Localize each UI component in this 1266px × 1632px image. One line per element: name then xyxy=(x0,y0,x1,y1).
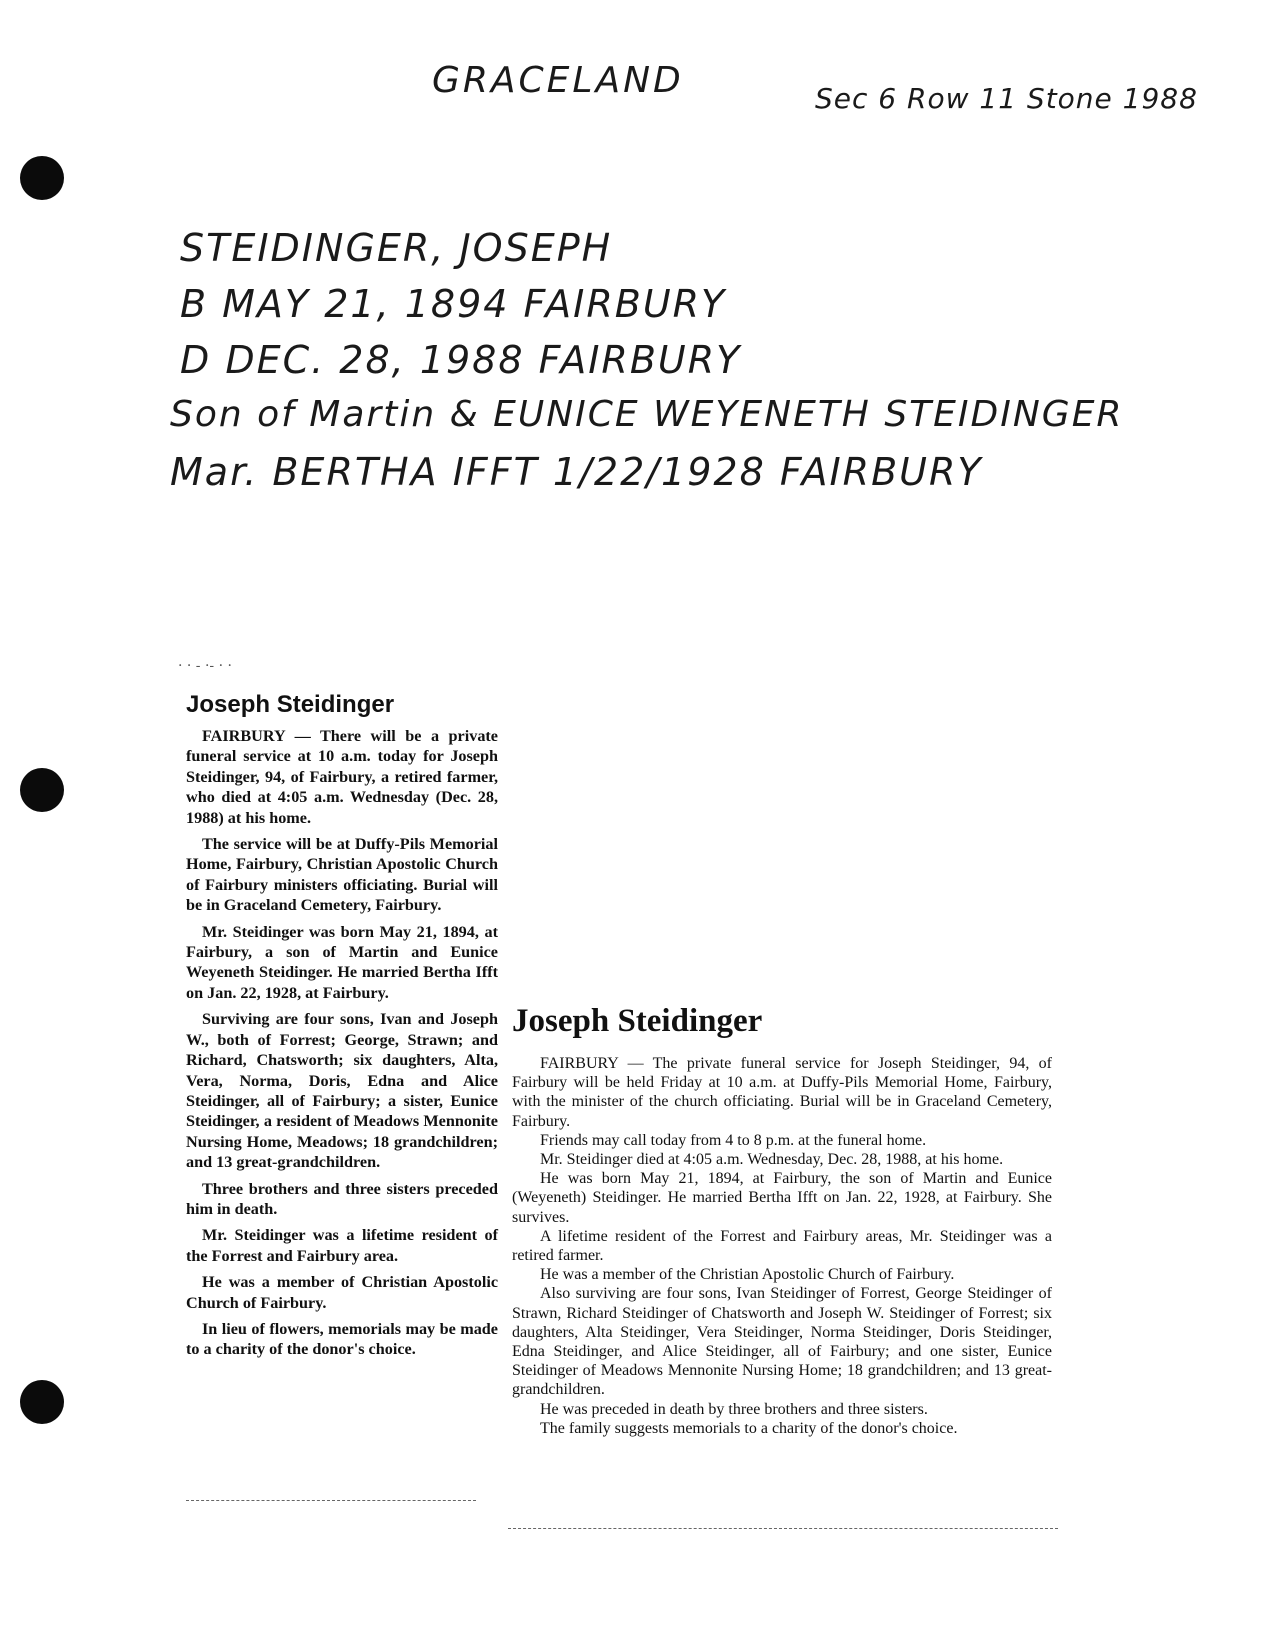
clipping-2-paragraph: He was a member of the Christian Apostolic Church of Fairbury. xyxy=(540,1266,955,1284)
clipping-2-paragraph: Mr. Steidinger died at 4:05 a.m. Wednesday, Dec. 28, 1988, at his home. xyxy=(540,1151,1004,1169)
clipping-1-paragraph: Three brothers and three sisters preceded him in death. xyxy=(186,1179,498,1218)
clipping-1-paragraph: Mr. Steidinger was born May 21, 1894, at Fairbury, a son of Martin and Eunice Weyeneth Steidinger. He married Bertha Ifft on Jan. 22, 1928, at Fairbury. xyxy=(186,922,498,1002)
clipping-2-bottom-edge xyxy=(508,1528,1058,1529)
handwritten-plot-location: Sec 6 Row 11 Stone 1988 xyxy=(815,82,1198,115)
clipping-2-paragraph: He was born May 21, 1894, at Fairbury, the son of Martin and Eunice (Weyeneth) Steidinger. He married Bertha Ifft on Jan. 22, 1928, at Fairbury. She survives. xyxy=(512,1170,1052,1226)
clipping-1-paragraph: FAIRBURY — There will be a private funeral service at 10 a.m. today for Joseph Steidinger, 94, of Fairbury, a retired farmer, who died at 4:05 a.m. Wednesday (Dec. 28, 1988) at his home. xyxy=(186,727,498,827)
note-birth: B MAY 21, 1894 FAIRBURY xyxy=(180,282,727,326)
clipping-2-paragraph: FAIRBURY — The private funeral service for Joseph Steidinger, 94, of Fairbury will be held Friday at 10 a.m. at Duffy-Pils Memorial Home, Fairbury, with the minister of the church officiating. Burial will be in Graceland Cemetery, Fairbury. xyxy=(512,1055,1052,1130)
clipping-1-paragraph: In lieu of flowers, memorials may be made to a charity of the donor's choice. xyxy=(186,1319,498,1359)
note-death: D DEC. 28, 1988 FAIRBURY xyxy=(180,338,742,382)
clipping-2-title: Joseph Steidinger xyxy=(512,1003,763,1039)
clipping-1-title: Joseph Steidinger xyxy=(186,691,395,718)
obituary-clipping-2 xyxy=(512,1000,1052,1438)
clipping-2-paragraph: Friends may call today from 4 to 8 p.m. at the funeral home. xyxy=(540,1131,927,1149)
clipping-2-paragraph: A lifetime resident of the Forrest and Fairbury areas, Mr. Steidinger was a retired farmer. xyxy=(512,1227,1052,1265)
clipping-1-paragraph: He was a member of Christian Apostolic Church of Fairbury. xyxy=(186,1273,498,1312)
clipping-2-paragraph: The family suggests memorials to a charity of the donor's choice. xyxy=(540,1419,958,1437)
obituary-clipping-1 xyxy=(186,690,498,1366)
clipping-1-paragraph: Surviving are four sons, Ivan and Joseph W., both of Forrest; George, Strawn; and Richard, Chatsworth; six daughters, Alta, Vera, Norma, Doris, Edna and Alice Steidinger, all of Fairbury; a sister, Eunice Steidinger, a resident of Meadows Mennonite Nursing Home, Meadows; 18 grandchildren; and 13 great-grandchildren. xyxy=(186,1010,498,1172)
note-parents: Son of Martin & EUNICE WEYENETH STEIDINGER xyxy=(170,394,1124,435)
binder-hole-bottom xyxy=(20,1380,64,1424)
binder-hole-middle xyxy=(20,768,64,812)
scan-speck: · · - ·- · · xyxy=(178,658,232,674)
handwritten-cemetery-name: GRACELAND xyxy=(432,60,684,101)
clipping-2-paragraph: He was preceded in death by three brothers and three sisters. xyxy=(540,1400,928,1418)
clipping-1-paragraph: Mr. Steidinger was a lifetime resident of the Forrest and Fairbury area. xyxy=(186,1226,498,1265)
note-name: STEIDINGER, JOSEPH xyxy=(180,226,613,270)
clipping-1-paragraph: The service will be at Duffy-Pils Memorial Home, Fairbury, Christian Apostolic Church of Fairbury ministers officiating. Burial will be in Graceland Cemetery, Fairbury. xyxy=(186,835,498,915)
note-marriage: Mar. BERTHA IFFT 1/22/1928 FAIRBURY xyxy=(170,450,983,494)
binder-hole-top xyxy=(20,156,64,200)
clipping-1-bottom-edge xyxy=(186,1500,476,1501)
clipping-2-paragraph: Also surviving are four sons, Ivan Steidinger of Forrest, George Steidinger of Strawn, Richard Steidinger of Chatsworth and Joseph W. Steidinger of Forrest; six daughters, Alta Steidinger, Vera Steidinger, Norma Steidinger, Doris Steidinger, Edna Steidinger, and Alice Steidinger, all of Fairbury; and one sister, Eunice Steidinger of Meadows Mennonite Nursing Home; 18 grandchildren; and 13 great-grandchildren. xyxy=(512,1285,1052,1399)
